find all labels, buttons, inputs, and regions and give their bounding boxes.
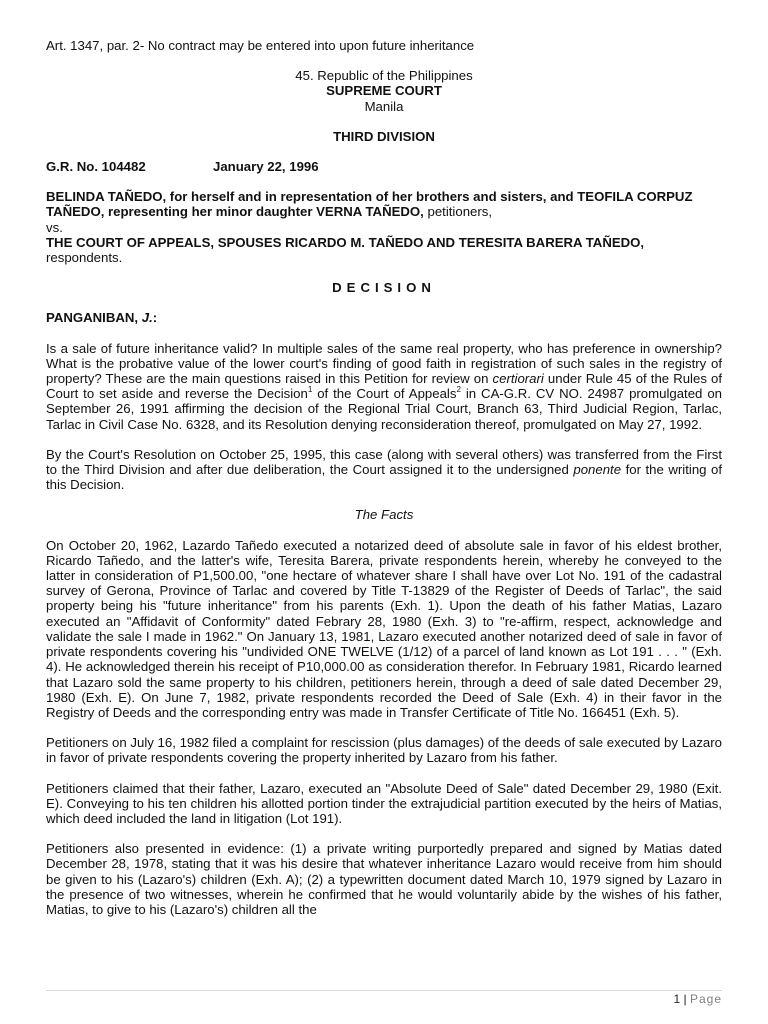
division-heading: THIRD DIVISION xyxy=(333,128,435,144)
page-separator: | xyxy=(680,992,690,1006)
paragraph-text: of the Court of Appeals xyxy=(312,386,457,402)
ponente-suffix: : xyxy=(152,310,158,326)
footer-divider xyxy=(46,990,722,991)
footnote-ref-2[interactable]: 2 xyxy=(456,384,461,394)
case-identifier xyxy=(46,159,722,174)
page-footer xyxy=(673,992,722,1006)
paragraph-text: for the writing of this Decision. xyxy=(46,462,723,493)
respondents-role: respondents. xyxy=(46,250,123,266)
ponente-title: J. xyxy=(141,310,153,326)
paragraph-text: Is a sale of future inheritance valid? In multiple sales of the same real property, who has preference in ownership? What is the probative value of the lower court's finding of good faith in registration of such sales in the registry of property? These are the main questions raised in this Petition for review on xyxy=(46,340,722,387)
header-note: Art. 1347, par. 2- No contract may be entered into upon future inheritance xyxy=(46,38,475,53)
paragraph-facts: On October 20, 1962, Lazardo Tañedo executed a notarized deed of absolute sale in favor of his eldest brother, Ricardo Tañedo, and the latter's wife, Teresita Barera, private respondents herein, whereby he conveyed to the latter in consideration of P1,500.00, "one hectare of whatever share I shall have over Lot No. 191 of the cadastral survey of Gerona, Province of Tarlac and covered by Title T-13829 of the Register of Deeds of Tarlac", the said property being his "future inheritance" from his parents (Exh. 1). Upon the death of his father Matias, Lazaro executed an "Affidavit of Conformity" dated Febrary 28, 1980 (Exh. 3) to "re-affirm, respect, acknowledge and validate the sale I made in 1962." On January 13, 1981, Lazaro executed another notarized deed of sale in favor of private respondents covering his "undivided ONE TWELVE (1/12) of a parcel of land known as Lot 191 . . . " (Exh. 4). He acknowledged therein his receipt of P10,000.00 as consideration therefor. In February 1981, Ricardo learned that Lazaro sold the same property to his children, petitioners herein, through a deed of sale dated December 29, 1980 (Exh. E). On June 7, 1982, private respondents recorded the Deed of Sale (Exh. 4) in their favor in the Registry of Deeds and the corresponding entry was made in Transfer Certificate of Title No. 166451 (Exh. 5). xyxy=(46,537,722,720)
facts-heading: The Facts xyxy=(354,507,414,523)
case-date: January 22, 1996 xyxy=(213,159,319,175)
paragraph-text: under Rule 45 of the Rules of Court to set aside and reverse the Decision xyxy=(46,371,722,402)
court-location: Manila xyxy=(364,98,404,114)
paragraph-claim: Petitioners claimed that their father, Lazaro, executed an "Absolute Deed of Sale" dated December 29, 1980 (Exit. E). Conveying to his ten children his allotted portion tinder the extrajudicial partition executed by the heirs of Matias, which deed included the land in litigation (Lot 191). xyxy=(46,780,722,826)
page-label: Page xyxy=(689,992,722,1006)
respondents xyxy=(46,235,722,265)
court-header xyxy=(46,68,722,114)
footnote-ref-1[interactable]: 1 xyxy=(307,384,313,394)
term-certiorari: certiorari xyxy=(492,371,544,387)
paragraph-text: By the Court's Resolution on October 25, 1995, this case (along with several others) was transferred from the First to the Third Division and after due deliberation, the Court assigned it to the undersigned xyxy=(46,446,722,478)
petitioners-names: BELINDA TAÑEDO, for herself and in representation of her brothers and sisters, and TEOFILA CORPUZ TAÑEDO, representing her minor daughter VERNA TAÑEDO, xyxy=(46,189,693,220)
paragraph-questions xyxy=(46,341,722,432)
petitioners xyxy=(46,189,722,219)
page-number: 1 xyxy=(673,992,681,1006)
paragraph-text: in CA-G.R. CV NO. 24987 promulgated on September 26, 1991 affirming the decision of the Regional Trial Court, Branch 63, Third Judicial Region, Tarlac, Tarlac in Civil Case No. 6328, and its Resolution denying reconsideration thereof, promulgated on May 27, 1992. xyxy=(46,386,722,432)
petitioners-role: petitioners, xyxy=(423,204,493,220)
versus: vs. xyxy=(46,219,63,235)
gr-number: G.R. No. 104482 xyxy=(46,159,146,175)
term-ponente: ponente xyxy=(573,462,622,478)
paragraph-evidence: Petitioners also presented in evidence: (1) a private writing purportedly prepared and signed by Matias dated December 28, 1978, stating that it was his desire that whatever inheritance Lazaro would receive from him should be given to his (Lazaro's) children (Exh. A); (2) a typewritten document dated March 10, 1979 signed by Lazaro in the presence of two witnesses, wherein he confirmed that he would voluntarily abide by the wishes of his father, Matias, to give to his (Lazaro's) children all the xyxy=(46,841,722,917)
court-country: 45. Republic of the Philippines xyxy=(295,68,473,84)
decision-heading: DECISION xyxy=(332,280,436,296)
ponente-name: PANGANIBAN, xyxy=(46,310,142,326)
ponente xyxy=(46,310,722,325)
paragraph-complaint: Petitioners on July 16, 1982 filed a complaint for rescission (plus damages) of the deeds of sale executed by Lazaro in favor of private respondents covering the property inherited by Lazaro from his father. xyxy=(46,735,722,766)
paragraph-resolution xyxy=(46,447,722,493)
court-name: SUPREME COURT xyxy=(326,83,442,99)
respondents-names: THE COURT OF APPEALS, SPOUSES RICARDO M. TAÑEDO AND TERESITA BARERA TAÑEDO, xyxy=(46,234,645,250)
